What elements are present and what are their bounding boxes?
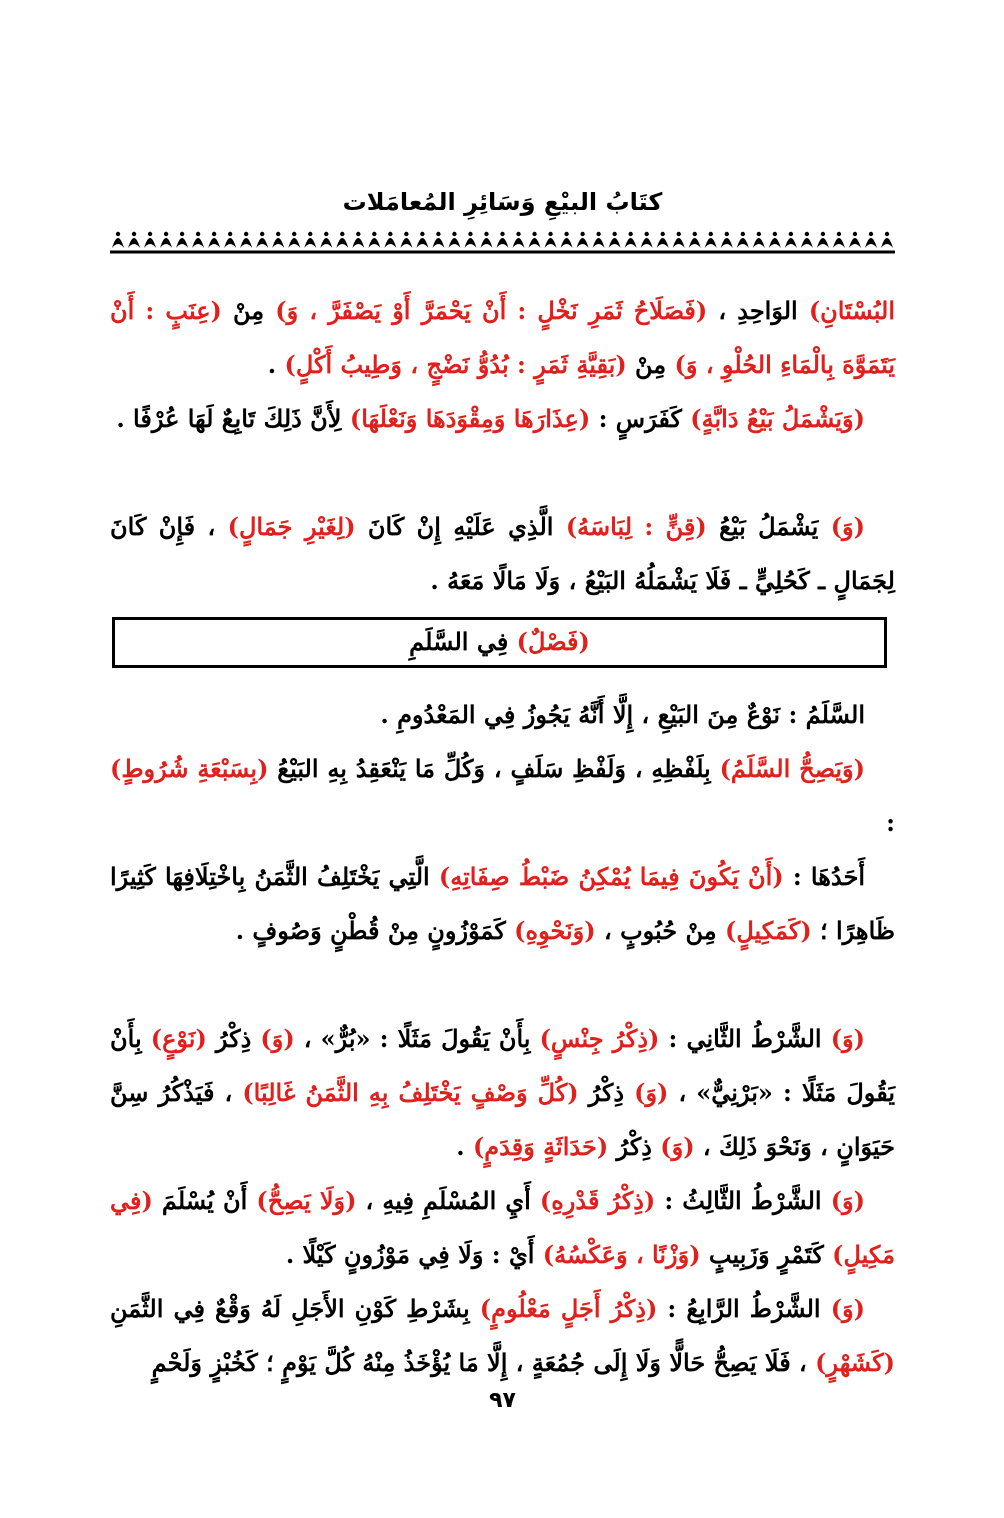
ornament-motif [593, 238, 605, 248]
ornament-dot [564, 232, 568, 236]
ornament-motif [833, 238, 845, 248]
ornament-dot [709, 232, 713, 236]
paragraph [110, 392, 895, 446]
highlighted-text-run: (وَزْنًا ، وَعَكْسُهُ) [542, 1240, 701, 1269]
ornament-dot [532, 232, 536, 236]
ornament-dot [436, 232, 440, 236]
ornament-motif [272, 238, 284, 248]
text-run: مِنْ [626, 350, 675, 379]
highlighted-text-run: (نَوْعٍ) [150, 1024, 207, 1053]
ornament-dot [212, 232, 216, 236]
ornament-dot [356, 232, 360, 236]
ornament-motif [144, 238, 156, 248]
ornament-dot [340, 232, 344, 236]
ornament-dot [372, 232, 376, 236]
ornament-motif [689, 238, 701, 248]
ornament-motif [577, 238, 589, 248]
text-run: الَّتِي يَخْتَلِفُ الثَّمَنُ بِاخْتِلَافِهَا كَثِيرًا ظَاهِرًا ؛ [110, 862, 895, 945]
paragraph [110, 688, 895, 742]
text-run: ، فَلَا يَصِحُّ حَالًّا وَلَا إِلَى جُمُعَةٍ ، إِلَّا مَا يُؤْخَذُ مِنْهُ كُلَّ يَوْمٍ ؛ كَخُبْزٍ وَلَحْمٍ [151, 1348, 816, 1377]
highlighted-text-run: (ذِكْرُ جِنْسٍ) [539, 1024, 660, 1053]
ornament-dot [612, 232, 616, 236]
highlighted-text-run: (ذِكْرُ قَدْرِهِ) [539, 1186, 656, 1215]
ornament-motif [529, 238, 541, 248]
text-run: بِشَرْطِ كَوْنِ الأَجَلِ لَهُ وَقْعٌ فِي الثَّمَنِ [110, 1294, 480, 1323]
text-run: كَمَوْزُونٍ مِنْ قُطْنٍ وَصُوفٍ . [235, 916, 515, 945]
ornament-motif [737, 238, 749, 248]
ornament-border [110, 226, 895, 256]
ornament-dot [180, 232, 184, 236]
ornament-motif [112, 238, 124, 248]
ornament-motif [240, 238, 252, 248]
ornament-motif [256, 238, 268, 248]
highlighted-text-run: (فَصْلٌ) [516, 627, 590, 656]
ornament-motif [673, 238, 685, 248]
ornament-dot [132, 232, 136, 236]
ornament-dot [628, 232, 632, 236]
ornament-dot [837, 232, 841, 236]
text-run: ، فَيَذْكُرُ سِنَّ حَيَوَانٍ ، وَنَحْوَ ذَلِكَ ، [110, 1078, 895, 1161]
ornament-motif [769, 238, 781, 248]
highlighted-text-run: (بِسَبْعَةِ شُرُوطٍ) [110, 754, 269, 783]
highlighted-text-run: (فَصَلَاحُ ثَمَرِ نَخْلٍ : أَنْ يَحْمَرَّ أَوْ يَصْفَرَّ ، وَ) [275, 296, 708, 325]
ornament-dot [388, 232, 392, 236]
ornament-motif [448, 238, 460, 248]
ornament-motif [224, 238, 236, 248]
ornament-motif [160, 238, 172, 248]
ornament-motif [721, 238, 733, 248]
ornament-dot [741, 232, 745, 236]
ornament-dot [324, 232, 328, 236]
ornament-motif [384, 238, 396, 248]
ornament-motif [657, 238, 669, 248]
highlighted-text-run: (ذِكْرُ أَجَلٍ مَعْلُومٍ) [479, 1294, 658, 1323]
text-run: كَفَرَسٍ : [590, 404, 691, 433]
highlighted-text-run: (كُلِّ وَصْفٍ يَخْتَلِفُ بِهِ الثَّمَنُ غَالِبًا) [242, 1078, 579, 1107]
running-header-title: كتَابُ البيْعِ وَسَائِرِ المُعامَلات [342, 188, 663, 216]
ornament-dot [308, 232, 312, 236]
ornament-motif [208, 238, 220, 248]
ornament-motif [513, 238, 525, 248]
text-run: ذِكْرُ [608, 1132, 661, 1161]
highlighted-text-run: (كَمَكِيلٍ) [724, 916, 812, 945]
ornament-dot [757, 232, 761, 236]
paragraph [110, 742, 895, 850]
ornament-dot [484, 232, 488, 236]
ornament-dot [196, 232, 200, 236]
highlighted-text-run: (حَدَاثَةٍ وَقِدَمٍ) [472, 1132, 609, 1161]
highlighted-text-run: (لِغَيْرِ جَمَالٍ) [227, 512, 356, 541]
text-run: الشَّرْطُ الرَّابِعُ : [657, 1294, 831, 1323]
text-run: . [456, 1132, 473, 1161]
ornament-motif [641, 238, 653, 248]
ornament-dot [580, 232, 584, 236]
paragraph [110, 1282, 895, 1390]
highlighted-text-run: (كَشَهْرٍ) [815, 1348, 895, 1377]
ornament-dot [500, 232, 504, 236]
text-run: بِلَفْظِهِ ، وَلَفْظِ سَلَفٍ ، وَكُلِّ مَا يَنْعَقِدُ بِهِ البَيْعُ [268, 754, 720, 783]
ornament-dot [452, 232, 456, 236]
ornament-motif [785, 238, 797, 248]
ornament-dot [404, 232, 408, 236]
text-run: الشَّرْطُ الثَّانِي : [659, 1024, 831, 1053]
paragraph [110, 850, 895, 958]
ornament-dot [596, 232, 600, 236]
ornament-motif [176, 238, 188, 248]
ornament-motif [192, 238, 204, 248]
text-run: الَّذِي عَلَيْهِ إِنْ كَانَ [355, 512, 566, 541]
ornament-motif [881, 238, 893, 248]
ornament-dot [885, 232, 889, 236]
text-run: أَنْ يُسْلَمَ [152, 1186, 257, 1215]
ornament-motif [432, 238, 444, 248]
highlighted-text-run: (وَ) [634, 1078, 669, 1107]
ornament-motif [352, 238, 364, 248]
text-run: الوَاحِدِ ، [707, 296, 809, 325]
ornament-motif [609, 238, 621, 248]
paragraph [110, 1012, 895, 1174]
highlighted-text-run: (بَقِيَّةِ ثَمَرٍ : بُدُوُّ نَضْجٍ ، وَطِيبُ أَكْلٍ) [284, 350, 627, 379]
ornament-dot [644, 232, 648, 236]
highlighted-text-run: (وَ) [260, 1024, 295, 1053]
highlighted-text-run: (وَنَحْوِهِ) [514, 916, 596, 945]
ornament-motif [849, 238, 861, 248]
page-number: ٩٧ [489, 1388, 516, 1413]
ornament-dot [228, 232, 232, 236]
ornament-motif [288, 238, 300, 248]
text-run: : [886, 808, 895, 837]
text-run: ، فَإِنْ كَانَ لِجَمَالٍ ـ كَحُلِيٍّ ـ فَلَا يَشْمَلُهُ البَيْعُ ، وَلَا مَالًا مَعَهُ . [110, 512, 895, 595]
highlighted-text-run: (عِنَبٍ : أَنْ يَتَمَوَّهَ بِالْمَاءِ الحُلْوِ ، وَ) [110, 296, 895, 379]
ornament-motif [753, 238, 765, 248]
highlighted-text-run: (وَيَشْمَلُ بَيْعُ دَابَّةٍ) [690, 404, 865, 433]
ornament-dot [805, 232, 809, 236]
ornament-motif [400, 238, 412, 248]
paragraph [110, 284, 895, 392]
text-run: السَّلَمُ : نَوْعٌ مِنَ البَيْعِ ، إِلَّا أَنَّهُ يَجُوزُ فِي المَعْدُومِ . [380, 700, 865, 729]
highlighted-text-run: (وَ) [830, 1186, 866, 1215]
text-run: بِأَنْ يَقُولَ مَثَلًا : «بَرْنِيٌّ» ، [110, 1024, 896, 1107]
text-run: . [267, 350, 285, 379]
ornament-motif [705, 238, 717, 248]
text-run: فِي السَّلَمِ [409, 627, 517, 656]
highlighted-text-run: (عِذَارَهَا وَمِقْوَدَهَا وَنَعْلَهَا) [349, 404, 591, 433]
highlighted-text-run: (وَ) [830, 1294, 865, 1323]
ornament-motif [625, 238, 637, 248]
highlighted-text-run: (فِي مَكِيلٍ) [110, 1186, 895, 1269]
highlighted-text-run: (وَ) [830, 1024, 865, 1053]
ornament-motif [464, 238, 476, 248]
ornament-motif [817, 238, 829, 248]
ornament-motif [480, 238, 492, 248]
text-run: لِأَنَّ ذَلِكَ تَابِعٌ لَهَا عُرْفًا . [116, 404, 350, 433]
ornament-dot [244, 232, 248, 236]
ornament-motif [865, 238, 877, 248]
ornament-dot [693, 232, 697, 236]
ornament-dot [548, 232, 552, 236]
ornament-motif [128, 238, 140, 248]
ornament-motif [304, 238, 316, 248]
ornament-motif [368, 238, 380, 248]
ornament-dot [853, 232, 857, 236]
text-run: مِنْ [221, 296, 276, 325]
text-run: ذِكْرُ [206, 1024, 261, 1053]
text-run: مِنْ حُبُوبٍ ، [595, 916, 725, 945]
ornament-dot [164, 232, 168, 236]
ornament-dot [773, 232, 777, 236]
ornament-dot [789, 232, 793, 236]
highlighted-text-run: البُسْتَانِ) [808, 296, 895, 325]
highlighted-text-run: (وَ) [830, 512, 865, 541]
text-run: الشَّرْطُ الثَّالِثُ : [655, 1186, 831, 1215]
ornament-dot [292, 232, 296, 236]
ornament-motif [416, 238, 428, 248]
highlighted-text-run: (وَ) [660, 1132, 695, 1161]
ornament-motif [561, 238, 573, 248]
highlighted-text-run: (أَنْ يَكُونَ فِيمَا يُمْكِنُ ضَبْطُ صِفَاتِهِ) [438, 862, 784, 891]
ornament-dot [821, 232, 825, 236]
ornament-motif [336, 238, 348, 248]
highlighted-text-run: (وَلَا يَصِحُّ) [256, 1186, 357, 1215]
ornament-dot [725, 232, 729, 236]
ornament-dot [116, 232, 120, 236]
ornament-dot [661, 232, 665, 236]
ornament-motif [497, 238, 509, 248]
ornament-motif [801, 238, 813, 248]
text-run: أَيِ المُسْلَمِ فِيهِ ، [356, 1186, 540, 1215]
paragraph [110, 1174, 895, 1282]
text-run: كَتَمْرٍ وَزَبِيبٍ [700, 1240, 833, 1269]
ornament-dot [276, 232, 280, 236]
paragraph [110, 500, 895, 608]
ornament-dot [516, 232, 520, 236]
highlighted-text-run: (قِنٍّ : لِبَاسَهُ) [565, 512, 707, 541]
text-run: يَشْمَلُ بَيْعُ [706, 512, 831, 541]
ornament-dot [260, 232, 264, 236]
ornament-dot [677, 232, 681, 236]
ornament-dot [148, 232, 152, 236]
ornament-motif [320, 238, 332, 248]
text-run: أَيْ : وَلَا فِي مَوْزُونٍ كَيْلًا . [285, 1240, 543, 1269]
ornament-dot [420, 232, 424, 236]
ornament-motif [545, 238, 557, 248]
text-run: ذِكْرُ [578, 1078, 635, 1107]
text-run: أَحَدُهَا : [783, 862, 865, 891]
highlighted-text-run: (وَيَصِحُّ السَّلَمُ) [719, 754, 866, 783]
book-page [110, 0, 895, 1518]
ornament-dot [468, 232, 472, 236]
ornament-dot [869, 232, 873, 236]
text-run: بِأَنْ يَقُولَ مَثَلًا : «بُرٌّ» ، [294, 1024, 540, 1053]
section-heading-box [112, 617, 887, 668]
